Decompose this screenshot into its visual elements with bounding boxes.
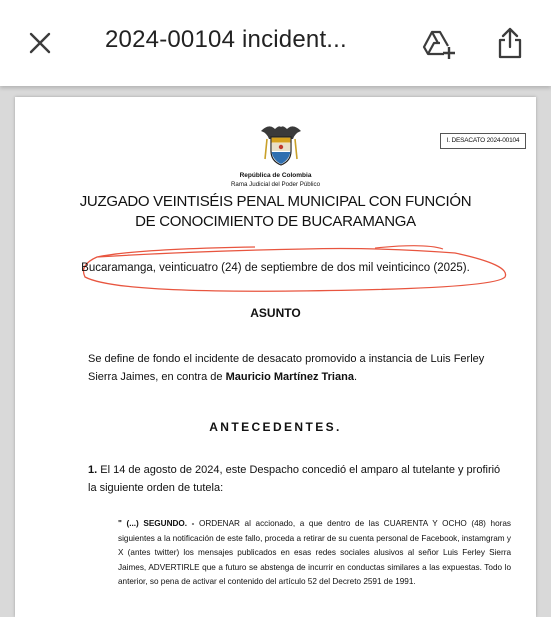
- paragraph-number: 1.: [88, 464, 98, 476]
- case-reference-box: I. DESACATO 2024-00104: [440, 133, 526, 149]
- close-button[interactable]: [27, 30, 53, 56]
- respondent-name: Mauricio Martínez Triana: [225, 371, 354, 383]
- section-heading-asunto: ASUNTO: [250, 306, 301, 320]
- header-rama-judicial: Rama Judicial del Poder Público: [230, 181, 321, 188]
- header-republic: República de Colombia: [239, 172, 312, 179]
- share-button[interactable]: [495, 26, 525, 60]
- quote-label: " (...) SEGUNDO. -: [118, 519, 195, 528]
- close-icon: [27, 30, 53, 56]
- quote-text: ORDENAR al accionado, a que dentro de las CUARENTA Y OCHO (48) horas siguientes a la notificación de este fallo, proceda a retirar de su cuenta personal de Facebook, instamgram y X (antes twitter) los mensajes publicados en esas redes sociales alusivos al señor Luis Ferley Sierra Jaimes, ADVERTIRLE que a futuro se abstenga de incurrir en conductas similares a las expuestas. Todo lo anterior, so pena de activar el contenido del artículo 52 del Decreto 2591 de 1991.: [118, 519, 511, 587]
- colombia-coat-of-arms-icon: [259, 119, 303, 167]
- add-to-drive-button[interactable]: [421, 28, 455, 60]
- document-title: 2024-00104 incident...: [105, 26, 347, 53]
- document-date-line: Bucaramanga, veinticuatro (24) de septiembre de dos mil veinticinco (2025).: [81, 262, 470, 274]
- paragraph-antecedentes-text: El 14 de agosto de 2024, este Despacho concedió el amparo al tutelante y profirió la siguiente orden de tutela:: [88, 464, 501, 494]
- court-name-line2: DE CONOCIMIENTO DE BUCARAMANGA: [135, 213, 416, 230]
- quoted-court-order: [118, 517, 511, 590]
- paragraph-asunto: [88, 350, 508, 386]
- add-to-drive-icon: [421, 28, 455, 60]
- court-name-line1: JUZGADO VEINTISÉIS PENAL MUNICIPAL CON FUNCIÓN: [79, 193, 472, 210]
- document-page: [15, 97, 536, 617]
- paragraph-asunto-text: Se define de fondo el incidente de desacato promovido a instancia de Luis Ferley Sierra Jaimes, en contra de: [88, 353, 485, 383]
- section-heading-antecedentes: ANTECEDENTES.: [209, 420, 342, 434]
- paragraph-asunto-end: .: [353, 371, 358, 383]
- app-bar: [0, 0, 551, 86]
- paragraph-antecedentes-1: [88, 461, 508, 497]
- share-icon: [495, 26, 525, 60]
